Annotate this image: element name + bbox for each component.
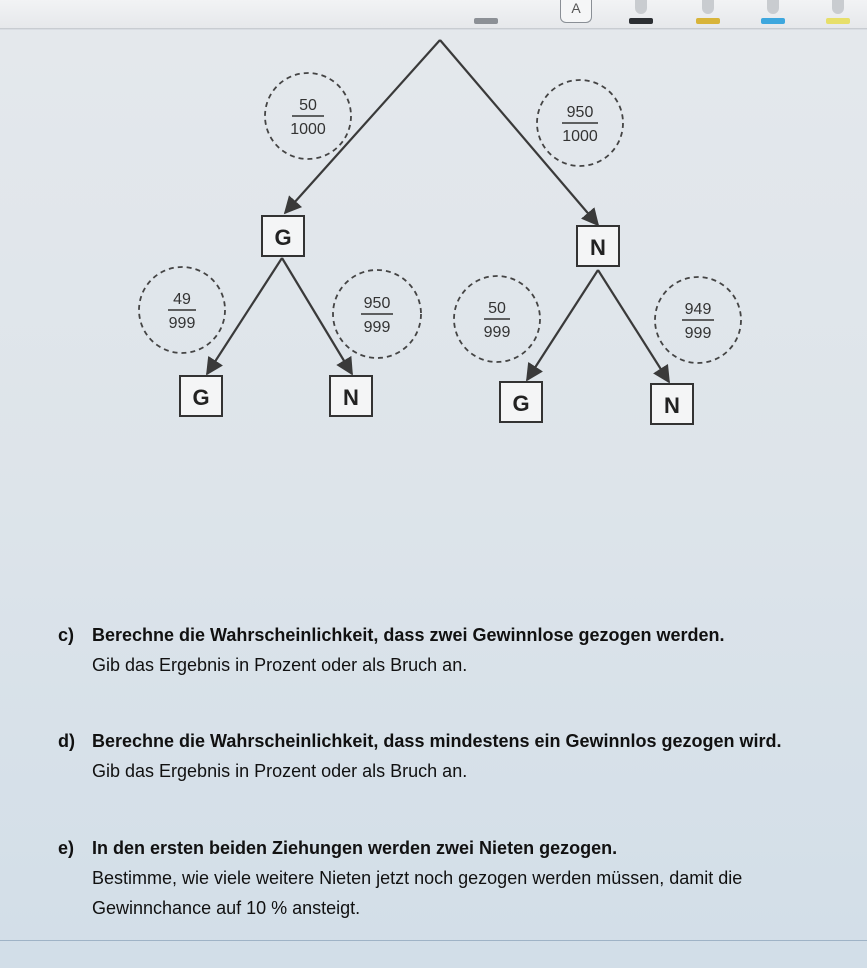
leaf-g-g-label: G: [192, 385, 210, 410]
branch-n-n: [598, 270, 669, 382]
question-e-label: e): [58, 838, 75, 858]
prob-g-g-den: 999: [168, 315, 196, 332]
prob-g-g: [139, 267, 225, 353]
leaf-n-g-label: G: [512, 391, 530, 416]
pencil-dark-tool[interactable]: [625, 0, 657, 26]
leaf-g-n: [330, 376, 372, 416]
marker-lightyellow-tool[interactable]: [822, 0, 854, 26]
question-c-line2: Gib das Ergebnis in Prozent oder als Bruch an.: [92, 655, 468, 675]
worksheet-page: [0, 30, 867, 968]
leaf-g-n-label: N: [343, 385, 359, 410]
branch-g-g: [207, 258, 282, 374]
question-c-body: [92, 620, 842, 680]
pencil-gray-icon: [474, 18, 498, 24]
prob-root-n: [537, 80, 623, 166]
prob-g-n: [333, 270, 421, 358]
marker-tip-icon: [767, 0, 779, 14]
leaf-n-n-label: N: [664, 393, 680, 418]
question-e-line3: Gewinnchance auf 10 % ansteigt.: [92, 898, 361, 918]
prob-root-g-den: 1000: [290, 121, 326, 138]
question-e-body: [92, 833, 842, 923]
prob-n-n: [655, 277, 741, 363]
prob-root-g-num: 50: [299, 97, 317, 114]
question-d-label: d): [58, 731, 75, 751]
question-e-line2: Bestimme, wie viele weitere Nieten jetzt noch gezogen werden müssen, damit die: [92, 868, 743, 888]
pencil-dark-icon: [629, 18, 653, 24]
marker-blue-tool[interactable]: [757, 0, 789, 26]
node-level1-g-label: G: [274, 225, 292, 250]
branch-g-n: [282, 258, 352, 374]
prob-g-n-num: 950: [363, 295, 391, 312]
text-tool-label: A: [571, 0, 581, 16]
node-level1-n: [577, 226, 619, 266]
leaf-g-g: [180, 376, 222, 416]
prob-g-n-den: 999: [363, 319, 391, 336]
leaf-n-g: [500, 382, 542, 422]
branch-n-g: [527, 270, 598, 380]
node-level1-n-label: N: [590, 235, 606, 260]
prob-root-g: [265, 73, 351, 159]
drawing-toolbar: [0, 0, 867, 29]
marker-yellow-tool[interactable]: [692, 0, 724, 26]
question-c-label: c): [58, 625, 75, 645]
prob-n-n-num: 949: [684, 301, 712, 318]
prob-root-n-den: 1000: [562, 128, 598, 145]
question-d-body: [92, 726, 842, 786]
node-level1-g: [262, 216, 304, 256]
marker-tip-icon: [832, 0, 844, 14]
marker-yellow-icon: [696, 18, 720, 24]
prob-n-g: [454, 276, 540, 362]
leaf-n-n: [651, 384, 693, 424]
pencil-tip-icon: [635, 0, 647, 14]
marker-lightyellow-icon: [826, 18, 850, 24]
question-e-line1: In den ersten beiden Ziehungen werden zwei Nieten gezogen.: [92, 838, 618, 858]
marker-blue-icon: [761, 18, 785, 24]
probability-tree: [0, 30, 867, 510]
prob-g-g-num: 49: [173, 291, 191, 308]
prob-root-n-num: 950: [566, 104, 594, 121]
prob-n-n-den: 999: [684, 325, 712, 342]
grid-line: [0, 940, 867, 941]
text-tool[interactable]: [560, 0, 592, 23]
prob-n-g-num: 50: [488, 300, 506, 317]
question-d-line1: Berechne die Wahrscheinlichkeit, dass mindestens ein Gewinnlos gezogen wird.: [92, 731, 782, 751]
marker-tip-icon: [702, 0, 714, 14]
pencil-gray-tool[interactable]: [470, 0, 502, 26]
prob-n-g-den: 999: [483, 324, 511, 341]
question-c-line1: Berechne die Wahrscheinlichkeit, dass zwei Gewinnlose gezogen werden.: [92, 625, 725, 645]
question-d-line2: Gib das Ergebnis in Prozent oder als Bruch an.: [92, 761, 468, 781]
